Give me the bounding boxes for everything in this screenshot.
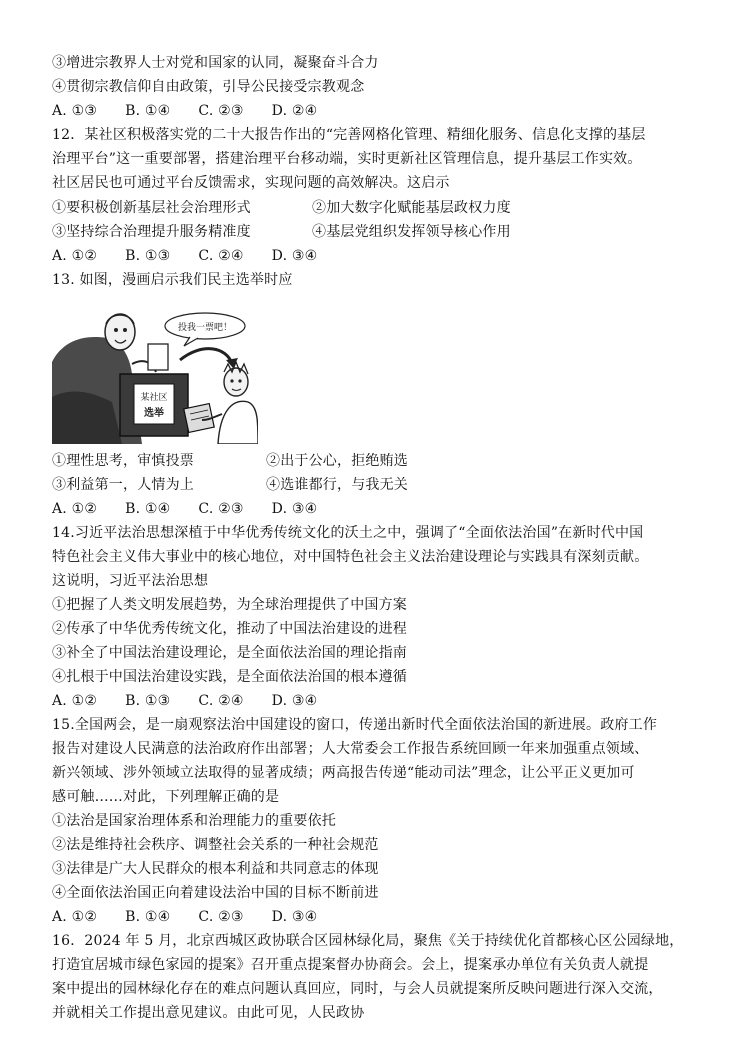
q11-statement-3: ③增进宗教界人士对党和国家的认同，凝聚奋斗合力 [52,55,379,71]
q14-option-c: C. ②④ [198,693,244,709]
q11-options [52,100,345,122]
q14-options [52,690,345,712]
q16-stem-line-3: 案中提出的园林绿化存在的难点问题认真回应，同时，与会人员就提案所反映问题进行深入交流， [52,981,663,997]
q13-stem: 13. 如图，漫画启示我们民主选举时应 [52,272,293,288]
q15-stem-line-1: 15.全国两会，是一扇观察法治中国建设的窗口，传递出新时代全面依法治国的新进展。政府工作 [52,717,658,733]
ballot-box-label-top: 某社区 [140,393,168,403]
q13-option-b: B. ①④ [125,501,171,517]
q15-stem-line-3: 新兴领域、涉外领域立法取得的显著成绩；两高报告传递“能动司法”理念，让公平正义更加可 [52,765,635,781]
q12-option-a: A. ①② [52,248,98,264]
q15-option-d: D. ③④ [271,909,318,925]
q11-statement-4: ④贯彻宗教信仰自由政策，引导公民接受宗教观念 [52,79,365,95]
q14-stem-line-2: 特色社会主义伟大事业中的核心地位，对中国特色社会主义法治建设理论与实践具有深刻贡献。 [52,549,649,565]
q14-option-a: A. ①② [52,693,98,709]
q13-statements-row-2 [52,474,408,496]
q11-option-a: A. ①③ [52,103,98,119]
q12-statement-2: ②加大数字化赋能基层政权力度 [312,200,511,216]
q12-statements-row-2 [52,221,511,243]
q15-stem-line-2: 报告对建设人民满意的法治政府作出部署；人大常委会工作报告系统回顾一年来加强重点领域、 [52,741,649,757]
election-cartoon-image [52,302,258,444]
q15-option-c: C. ②③ [198,909,244,925]
q14-statement-1: ①把握了人类文明发展趋势，为全球治理提供了中国方案 [52,597,407,613]
q11-option-d: D. ②④ [271,103,318,119]
q15-stem-line-4: 感可触……对此，下列理解正确的是 [52,789,280,805]
q13-statement-2: ②出于公心，拒绝贿选 [266,453,408,469]
q14-statement-2: ②传承了中华优秀传统文化，推动了中国法治建设的进程 [52,621,407,637]
q14-stem-line-1: 14.习近平法治思想深植于中华优秀传统文化的沃土之中，强调了“全面依法治国”在新时代中国 [52,525,644,541]
q12-option-b: B. ①③ [125,248,171,264]
q13-options [52,498,345,520]
q14-statement-4: ④扎根于中国法治建设实践，是全面依法治国的根本遵循 [52,669,407,685]
q15-option-b: B. ①④ [125,909,171,925]
q13-option-a: A. ①② [52,501,98,517]
q13-statements-row-1 [52,450,408,472]
q15-statement-2: ②法是维持社会秩序、调整社会关系的一种社会规范 [52,837,379,853]
q15-statement-4: ④全面依法治国正向着建设法治中国的目标不断前进 [52,885,379,901]
q12-option-c: C. ②④ [198,248,244,264]
q12-statement-4: ④基层党组织发挥领导核心作用 [312,224,511,240]
q13-option-c: C. ②③ [198,501,244,517]
q12-option-d: D. ③④ [271,248,318,264]
ballot-box-label-bottom: 选举 [144,408,164,419]
q15-statement-1: ①法治是国家治理体系和治理能力的重要依托 [52,813,336,829]
q12-options [52,245,345,267]
q13-statement-3: ③利益第一，人情为上 [52,477,194,493]
q12-statements-row-1 [52,197,511,219]
q12-stem-line-2: 治理平台”这一重要部署，搭建治理平台移动端，实时更新社区管理信息，提升基层工作实效。 [52,151,642,167]
q16-stem-line-2: 打造宜居城市绿色家园的提案》召开重点提案督办协商会。会上，提案承办单位有关负责人就提 [52,957,649,973]
q13-statement-4: ④选谁都行，与我无关 [266,477,408,493]
cartoon-speech-bubble: 投我一票吧！ [177,323,233,333]
q12-stem-line-1: 12．某社区积极落实党的二十大报告作出的“完善网格化管理、精细化服务、信息化支撑的基层 [52,127,646,143]
q14-option-d: D. ③④ [271,693,318,709]
q13-statement-1: ①理性思考，审慎投票 [52,453,194,469]
q12-stem-line-3: 社区居民也可通过平台反馈需求，实现问题的高效解决。这启示 [52,175,450,191]
q13-option-d: D. ③④ [271,501,318,517]
q14-option-b: B. ①③ [125,693,171,709]
q15-option-a: A. ①② [52,909,98,925]
q15-statement-3: ③法律是广大人民群众的根本利益和共同意志的体现 [52,861,379,877]
q12-statement-3: ③坚持综合治理提升服务精准度 [52,224,251,240]
q14-stem-line-3: 这说明，习近平法治思想 [52,573,209,589]
q14-statement-3: ③补全了中国法治建设理论，是全面依法治国的理论指南 [52,645,407,661]
q16-stem-line-4: 并就相关工作提出意见建议。由此可见，人民政协 [52,1005,365,1021]
q11-option-c: C. ②③ [198,103,244,119]
q12-statement-1: ①要积极创新基层社会治理形式 [52,200,251,216]
q15-options [52,906,345,928]
q16-stem-line-1: 16．2024 年 5 月，北京西城区政协联合区园林绿化局，聚焦《关于持续优化首都核心区公园绿地， [52,933,684,949]
q11-option-b: B. ①④ [125,103,171,119]
